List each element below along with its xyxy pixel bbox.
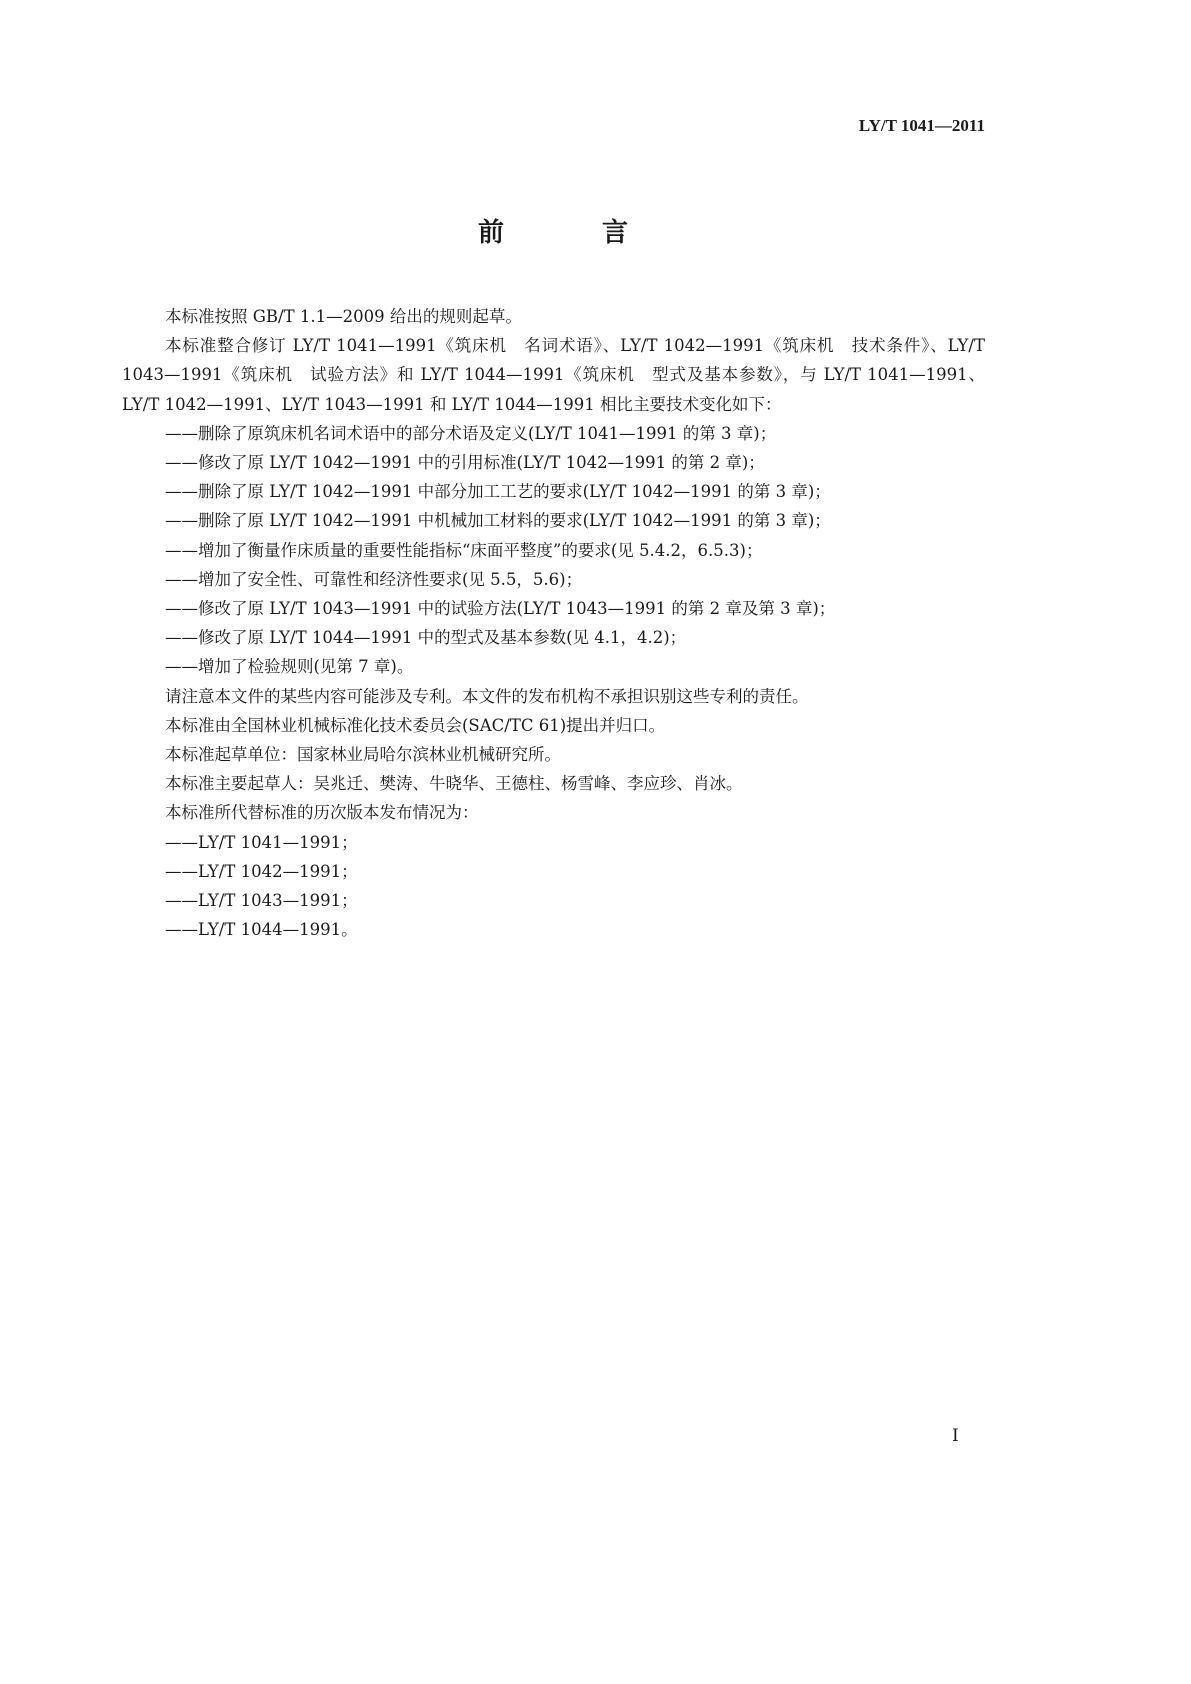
paragraph: ——删除了原筑床机名词术语中的部分术语及定义(LY/T 1041—1991 的第 3 章)； bbox=[165, 423, 777, 443]
paragraph: 本标准由全国林业机械标准化技术委员会(SAC/TC 61)提出并归口。 bbox=[165, 715, 666, 735]
paragraph: 本标准起草单位：国家林业局哈尔滨林业机械研究所。 bbox=[165, 745, 561, 765]
paragraph: ——删除了原 LY/T 1042—1991 中机械加工材料的要求(LY/T 1042—1991 的第 3 章)； bbox=[165, 511, 831, 531]
paragraph: ——LY/T 1043—1991； bbox=[165, 891, 358, 911]
paragraph: 本标准按照 GB/T 1.1—2009 给出的规则起草。 bbox=[165, 307, 522, 326]
paragraph: 本标准整合修订 LY/T 1041—1991《筑床机 名词术语》、LY/T 1042—1991《筑床机 技术条件》、LY/T 1043—1991《筑床机 试验方法》和 LY/T 1044—1991《筑床机 型式及基本参数》，与 LY/T 1041—1991、LY/T 1042—1991、LY/T 1043—1991 和 LY/T 1044—1991 相比主要技术变化如下： bbox=[122, 336, 985, 414]
paragraph: 本标准主要起草人：吴兆迁、樊涛、牛晓华、王德柱、杨雪峰、李应珍、肖冰。 bbox=[165, 774, 743, 794]
paragraph: ——修改了原 LY/T 1043—1991 中的试验方法(LY/T 1043—1991 的第 2 章及第 3 章)； bbox=[165, 599, 836, 619]
paragraph: 本标准所代替标准的历次版本发布情况为： bbox=[165, 803, 479, 823]
page-title: 前 言 bbox=[477, 218, 664, 248]
paragraph: ——LY/T 1041—1991； bbox=[165, 832, 358, 852]
paragraph: ——增加了检验规则(见第 7 章)。 bbox=[165, 657, 414, 677]
paragraph: ——修改了原 LY/T 1042—1991 中的引用标准(LY/T 1042—1991 的第 2 章)； bbox=[165, 453, 765, 473]
paragraph: ——LY/T 1044—1991。 bbox=[165, 920, 358, 940]
paragraph: 请注意本文件的某些内容可能涉及专利。本文件的发布机构不承担识别这些专利的责任。 bbox=[165, 686, 809, 706]
paragraph: ——增加了衡量作床质量的重要性能指标“床面平整度”的要求(见 5.4.2，6.5.3)； bbox=[165, 540, 763, 560]
paragraph: ——LY/T 1042—1991； bbox=[165, 861, 358, 881]
standard-code-header: LY/T 1041—2011 bbox=[858, 116, 985, 135]
paragraph: ——删除了原 LY/T 1042—1991 中部分加工工艺的要求(LY/T 1042—1991 的第 3 章)； bbox=[165, 482, 831, 502]
foreword-body bbox=[122, 302, 985, 944]
paragraph: ——修改了原 LY/T 1044—1991 中的型式及基本参数(见 4.1，4.2)； bbox=[165, 628, 687, 648]
paragraph: ——增加了安全性、可靠性和经济性要求(见 5.5，5.6)； bbox=[165, 569, 583, 589]
page-number: I bbox=[952, 1426, 959, 1446]
